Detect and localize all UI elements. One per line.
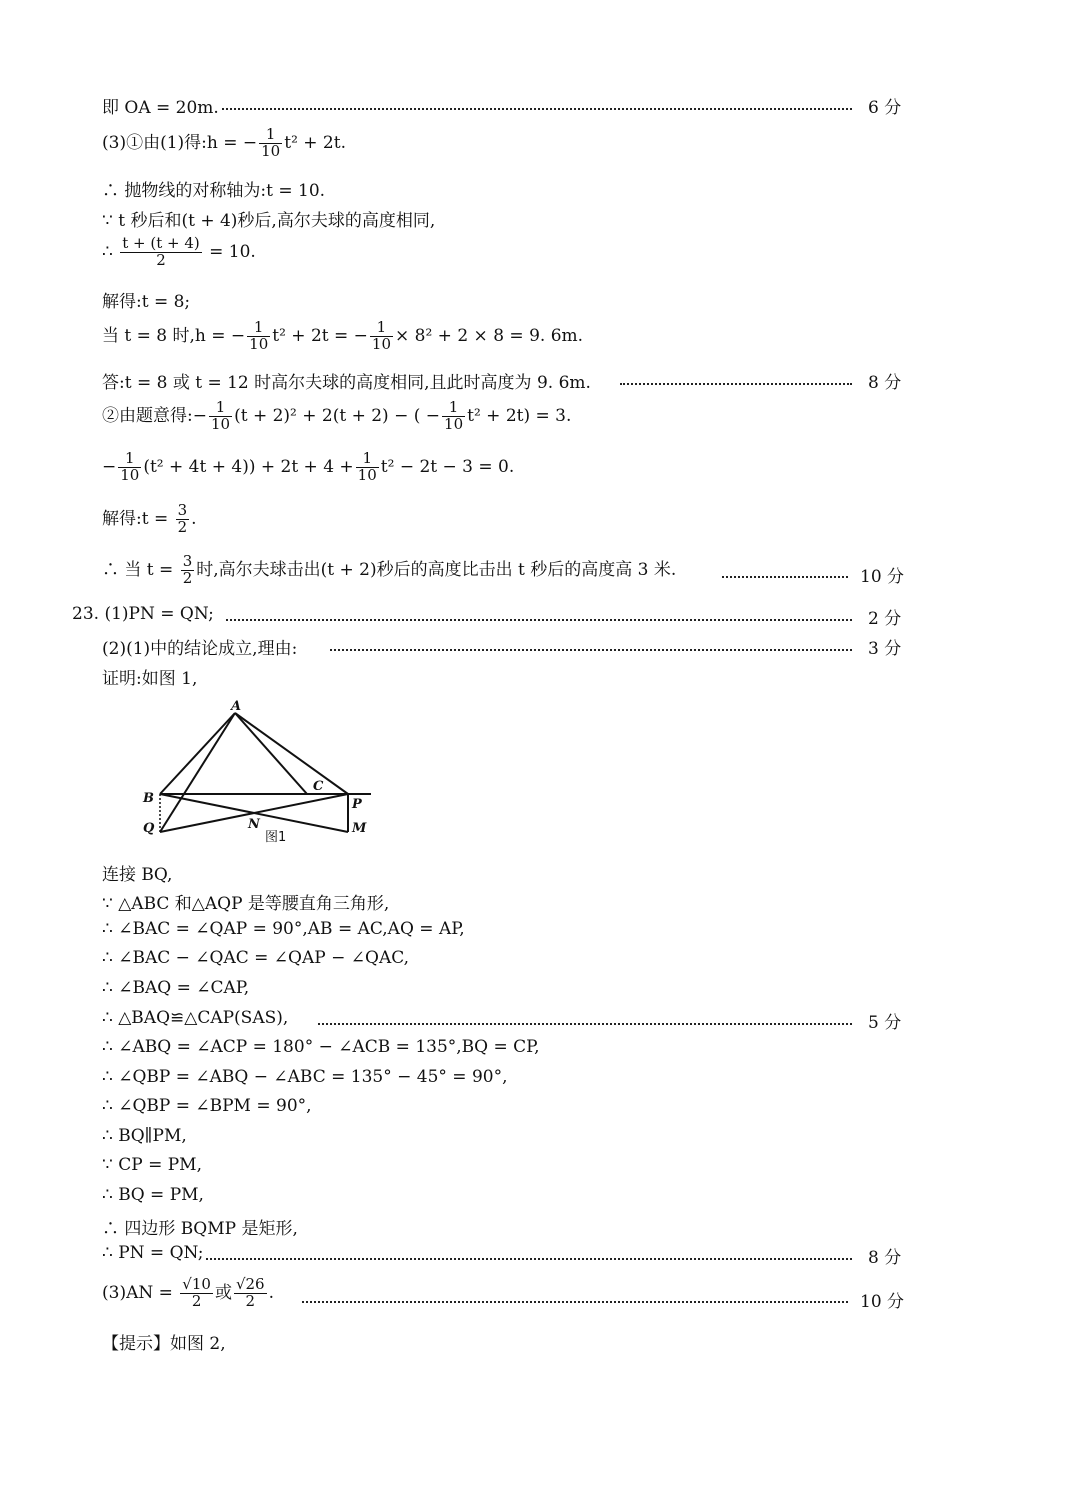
geometry-figure [135, 695, 385, 845]
denominator: 10 [371, 334, 391, 353]
text-line: ∴ BQ = PM, [102, 1185, 204, 1205]
text-line [102, 503, 197, 536]
leader-dots [722, 576, 848, 578]
numerator: 1 [247, 320, 270, 337]
score-label: 6 分 [868, 98, 902, 118]
fraction [247, 320, 270, 353]
text-line [102, 127, 346, 160]
segment-ab [160, 713, 235, 794]
leader-dots [222, 108, 852, 110]
text-segment: (t² + 4t + 4)) + 2t + 4 + [143, 456, 354, 477]
text-line: ∴ PN = QN; [102, 1243, 204, 1263]
text-segment: ∴ [102, 241, 113, 262]
text-line: 即 OA = 20m. [102, 98, 219, 118]
text-segment: t² + 2t. [284, 132, 346, 153]
text-line: 证明:如图 1, [102, 669, 198, 689]
text-segment: ②由题意得:− [102, 405, 207, 426]
text-line: (2)(1)中的结论成立,理由: [102, 639, 298, 659]
text-line: 连接 BQ, [102, 865, 173, 885]
fraction [234, 1277, 267, 1310]
text-segment: 或 [214, 1282, 232, 1303]
fraction [176, 503, 190, 536]
text-line [102, 451, 514, 484]
text-line: ∴ BQ∥PM, [102, 1126, 187, 1146]
numerator: 1 [259, 127, 282, 144]
fraction [356, 451, 379, 484]
text-line: ∴ ∠QBP = ∠BPM = 90°, [102, 1096, 312, 1116]
text-segment: t² − 2t − 3 = 0. [380, 456, 515, 477]
denominator: 2 [182, 568, 193, 587]
label-c: C [313, 779, 324, 794]
leader-dots [620, 383, 852, 385]
leader-dots [302, 1301, 848, 1303]
label-p: P [352, 797, 362, 812]
fraction [209, 400, 232, 433]
score-label: 3 分 [868, 639, 902, 659]
text-line: 【提示】如图 2, [102, 1334, 226, 1354]
segment-aq [160, 713, 235, 832]
text-segment: ∴ 当 t = [102, 559, 174, 580]
label-m: M [352, 821, 367, 836]
text-line: ∴ 四边形 BQMP 是矩形, [102, 1219, 298, 1239]
numerator: 1 [118, 451, 141, 468]
text-line: ∴ ∠QBP = ∠ABQ − ∠ABC = 135° − 45° = 90°, [102, 1067, 508, 1087]
text-line: 23. (1)PN = QN; [72, 604, 214, 624]
label-n: N [248, 817, 260, 832]
label-b: B [143, 791, 154, 806]
text-line [102, 554, 676, 587]
text-line: 答:t = 8 或 t = 12 时高尔夫球的高度相同,且此时高度为 9. 6m. [102, 373, 591, 393]
segment-ap [235, 713, 348, 794]
text-segment: − [102, 456, 117, 477]
fraction [118, 451, 141, 484]
denominator: 2 [156, 250, 166, 269]
text-segment: (3)①由(1)得:h = − [102, 132, 258, 153]
numerator: 1 [442, 400, 465, 417]
denominator: 10 [210, 414, 231, 433]
numerator: t + (t + 4) [122, 234, 200, 252]
text-segment: 解得:t = [102, 508, 169, 529]
text-line: ∴ △BAQ≌△CAP(SAS), [102, 1008, 289, 1028]
numerator: 3 [177, 501, 188, 519]
text-line [102, 400, 571, 433]
text-segment: × 8² + 2 × 8 = 9. 6m. [395, 325, 584, 346]
leader-dots [318, 1023, 852, 1025]
score-label: 5 分 [868, 1013, 902, 1033]
text-segment: 当 t = 8 时,h = − [102, 325, 246, 346]
denominator: 10 [249, 334, 269, 353]
text-line [102, 320, 583, 353]
leader-dots [330, 649, 852, 651]
denominator: 10 [120, 465, 140, 484]
score-label: 10 分 [860, 1292, 905, 1312]
numerator: √26 [235, 1275, 265, 1293]
leader-dots [206, 1258, 852, 1260]
denominator: 2 [245, 1291, 256, 1310]
score-label: 8 分 [868, 373, 902, 393]
text-line: ∴ ∠ABQ = ∠ACP = 180° − ∠ACB = 135°,BQ = CP, [102, 1037, 540, 1057]
fraction [442, 400, 465, 433]
text-segment: . [191, 508, 197, 529]
denominator: 2 [177, 517, 188, 536]
text-line: ∵ CP = PM, [102, 1155, 202, 1175]
numerator: 1 [370, 320, 393, 337]
label-a: A [231, 699, 242, 714]
numerator: √10 [182, 1275, 211, 1293]
segment-ac [235, 713, 307, 794]
text-line: ∵ t 秒后和(t + 4)秒后,高尔夫球的高度相同, [102, 211, 436, 231]
text-line: ∴ ∠BAC = ∠QAP = 90°,AB = AC,AQ = AP, [102, 919, 465, 939]
text-segment: . [268, 1282, 275, 1303]
denominator: 10 [357, 465, 377, 484]
fraction [370, 320, 393, 353]
denominator: 10 [261, 141, 281, 160]
text-segment: t² + 2t = − [272, 325, 368, 346]
score-label: 10 分 [860, 567, 905, 587]
denominator: 10 [444, 414, 464, 433]
text-line [102, 1277, 274, 1310]
fraction [180, 1277, 213, 1310]
text-segment: t² + 2t) = 3. [467, 405, 572, 426]
fraction [181, 554, 195, 587]
label-q: Q [143, 821, 155, 836]
denominator: 2 [191, 1291, 202, 1310]
figure-caption: 图1 [265, 830, 287, 845]
fraction [120, 236, 202, 269]
text-segment: (t + 2)² + 2(t + 2) − ( − [234, 405, 441, 426]
text-line: ∵ △ABC 和△AQP 是等腰直角三角形, [102, 894, 390, 914]
numerator: 1 [356, 451, 379, 468]
fraction [259, 127, 282, 160]
text-segment: = 10. [209, 241, 256, 262]
text-line: 解得:t = 8; [102, 292, 191, 312]
text-line: ∴ ∠BAQ = ∠CAP, [102, 978, 250, 998]
text-segment: (3)AN = [102, 1282, 173, 1303]
score-label: 8 分 [868, 1248, 902, 1268]
text-line [102, 236, 256, 269]
numerator: 3 [182, 552, 193, 570]
score-label: 2 分 [868, 609, 902, 629]
text-line: ∴ ∠BAC − ∠QAC = ∠QAP − ∠QAC, [102, 948, 410, 968]
numerator: 1 [209, 400, 232, 417]
text-segment: 时,高尔夫球击出(t + 2)秒后的高度比击出 t 秒后的高度高 3 米. [196, 559, 677, 580]
text-line: ∴ 抛物线的对称轴为:t = 10. [102, 181, 326, 201]
leader-dots [226, 619, 852, 621]
